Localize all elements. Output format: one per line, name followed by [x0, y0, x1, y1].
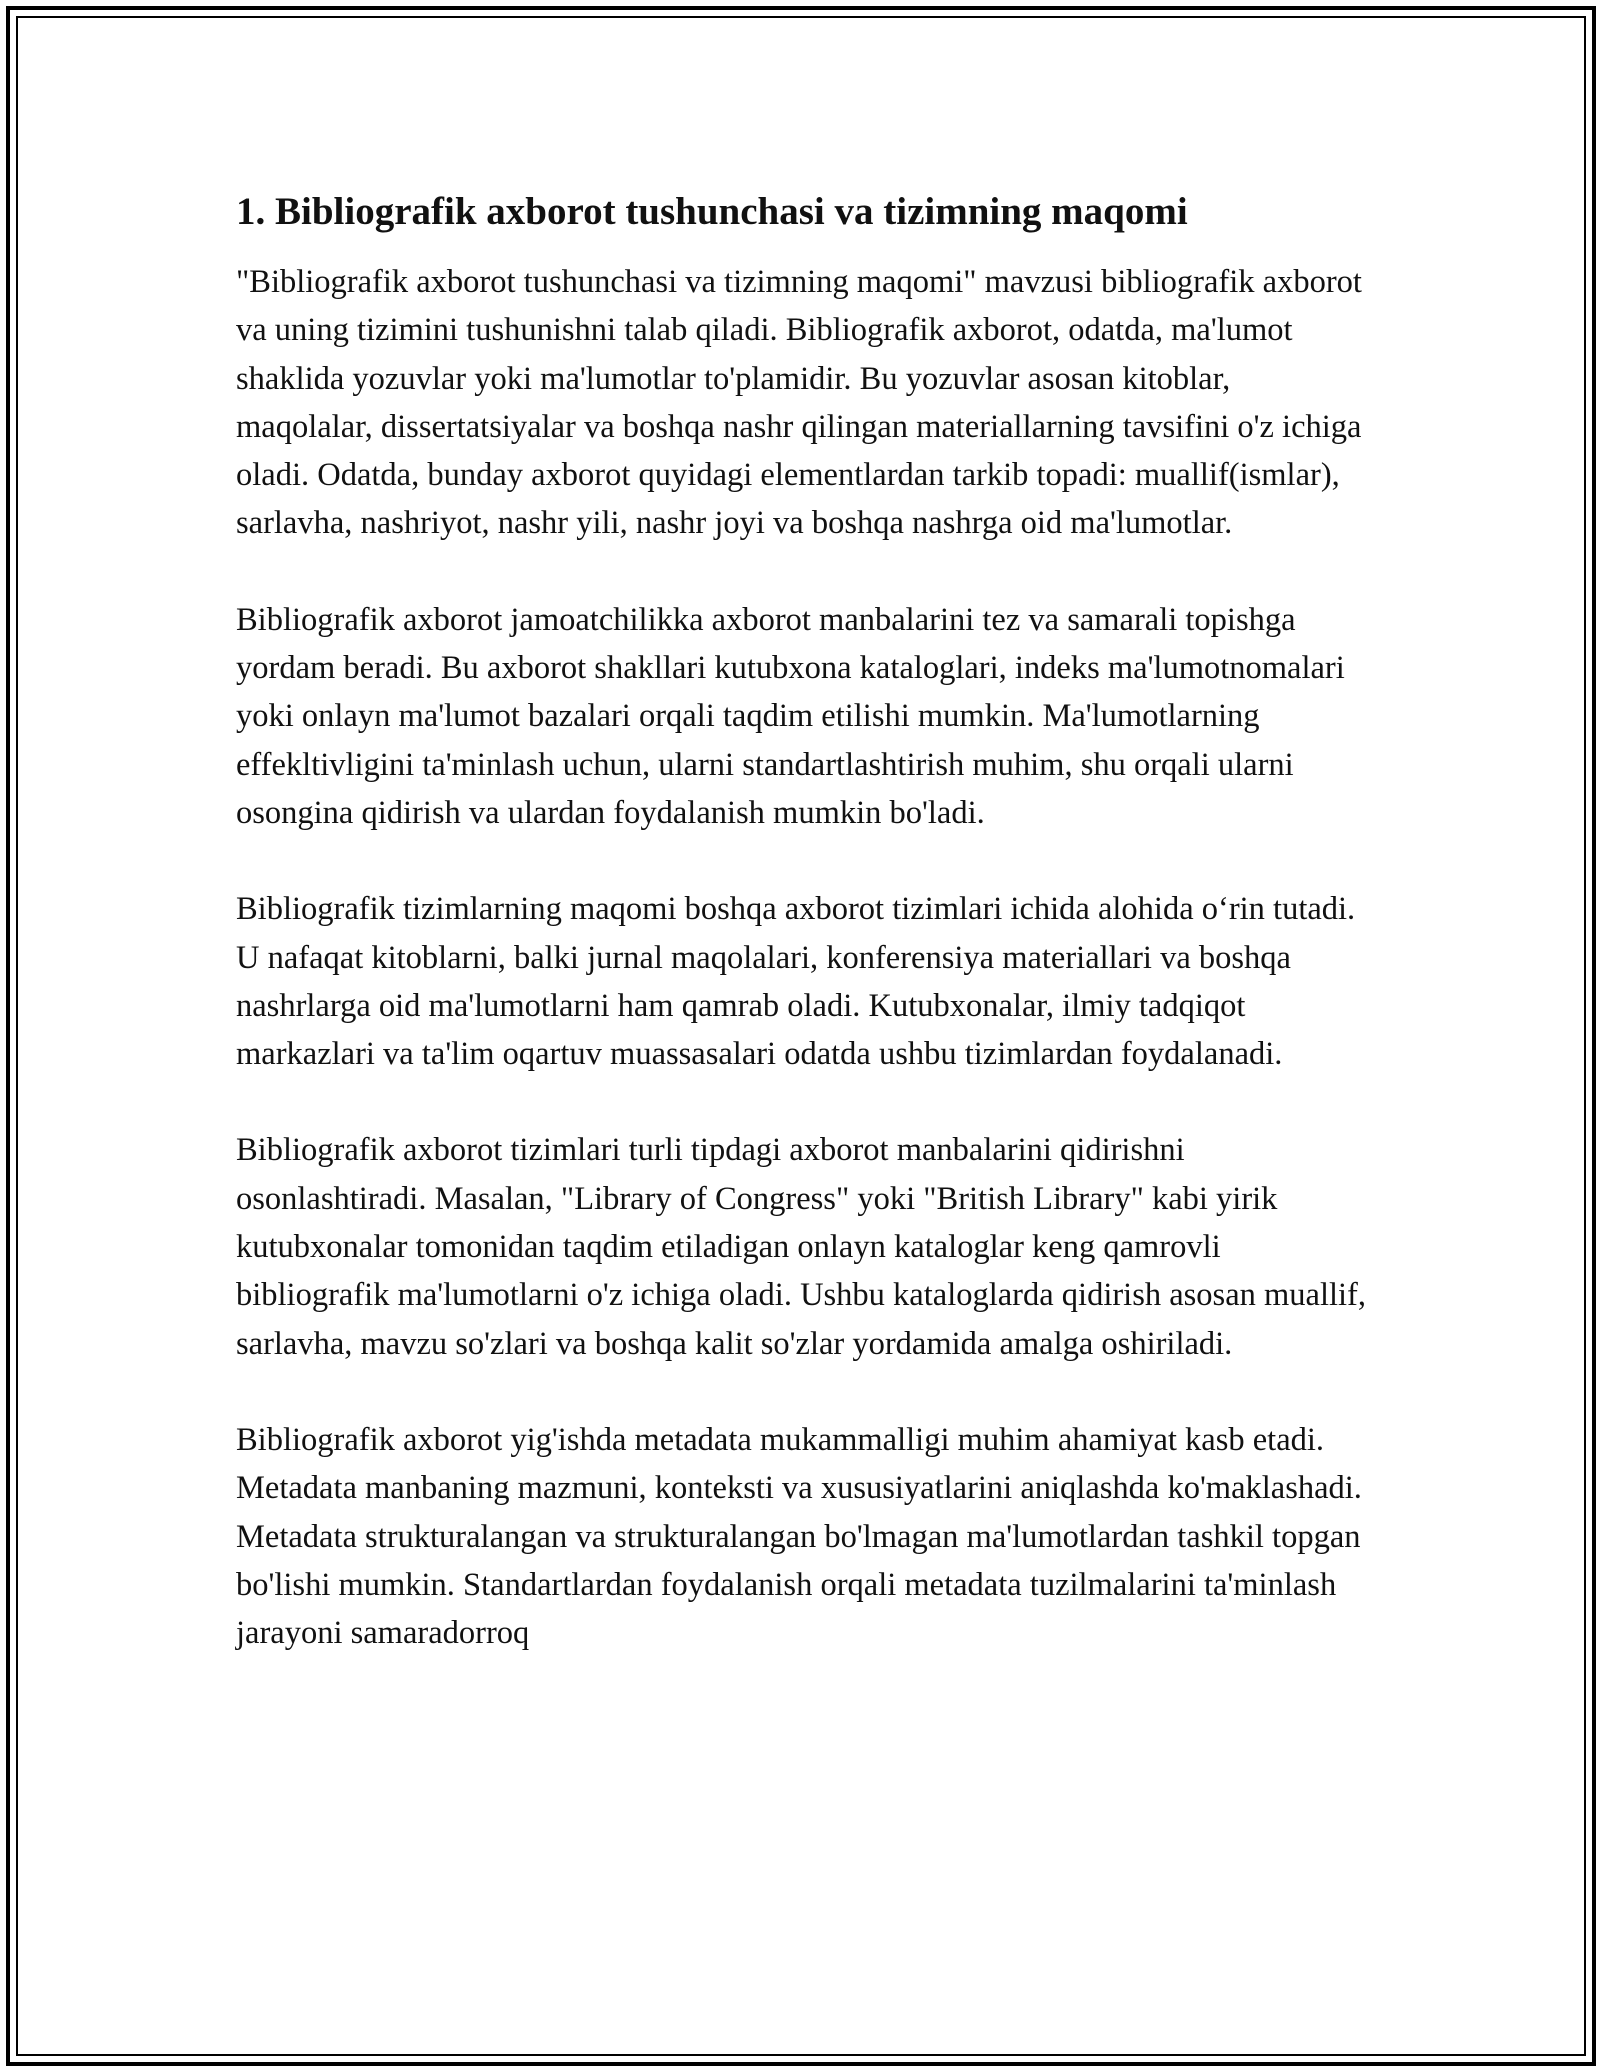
- paragraph-4: Bibliografik axborot tizimlari turli tipdagi axborot manbalarini qidirishni osonlashtiradi. Masalan, "Library of Congress" yoki "British Library" kabi yirik kutubxonalar tomonidan taqdim etiladigan onlayn kataloglar keng qamrovli bibliografik ma'lumotlarni o'z ichiga oladi. Ushbu kataloglarda qidirish asosan muallif, sarlavha, mavzu so'zlari va boshqa kalit so'zlar yordamida amalga oshiriladi.: [236, 1132, 1366, 1362]
- document-title: 1. Bibliografik axborot tushunchasi va tizimning maqomi: [236, 190, 1188, 233]
- paragraph-1: "Bibliografik axborot tushunchasi va tizimning maqomi" mavzusi bibliografik axborot va uning tizimini tushunishni talab qiladi. Bibliografik axborot, odatda, ma'lumot shaklida yozuvlar yoki ma'lumotlar to'plamidir. Bu yozuvlar asosan kitoblar, maqolalar, dissertatsiyalar va boshqa nashr qilingan materiallarning tavsifini o'z ichiga oladi. Odatda, bunday axborot quyidagi elementlardan tarkib topadi: muallif(ismlar), sarlavha, nashriyot, nashr yili, nashr joyi va boshqa nashrga oid ma'lumotlar.: [236, 264, 1362, 542]
- paragraph-3: Bibliografik tizimlarning maqomi boshqa axborot tizimlari ichida alohida o‘rin tutadi. U nafaqat kitoblarni, balki jurnal maqolalari, konferensiya materiallari va boshqa nashrlarga oid ma'lumotlarni ham qamrab oladi. Kutubxonalar, ilmiy tadqiqot markazlari va ta'lim oqartuv muassasalari odatda ushbu tizimlardan foydalanadi.: [236, 891, 1356, 1073]
- document-body: [236, 186, 1366, 1705]
- paragraph-2: Bibliografik axborot jamoatchilikka axborot manbalarini tez va samarali topishga yordam beradi. Bu axborot shakllari kutubxona kataloglari, indeks ma'lumotnomalari yoki onlayn ma'lumot bazalari orqali taqdim etilishi mumkin. Ma'lumotlarning effekltivligini ta'minlash uchun, ularni standartlashtirish muhim, shu orqali ularni osongina qidirish va ulardan foydalanish mumkin bo'ladi.: [236, 601, 1345, 831]
- paragraph-5: Bibliografik axborot yig'ishda metadata mukammalligi muhim ahamiyat kasb etadi. Metadata manbaning mazmuni, konteksti va xususiyatlarini aniqlashda ko'maklashadi. Metadata strukturalangan va strukturalangan bo'lmagan ma'lumotlardan tashkil topgan bo'lishi mumkin. Standartlardan foydalanish orqali metadata tuzilmalarini ta'minlash jarayoni samaradorroq: [236, 1421, 1362, 1652]
